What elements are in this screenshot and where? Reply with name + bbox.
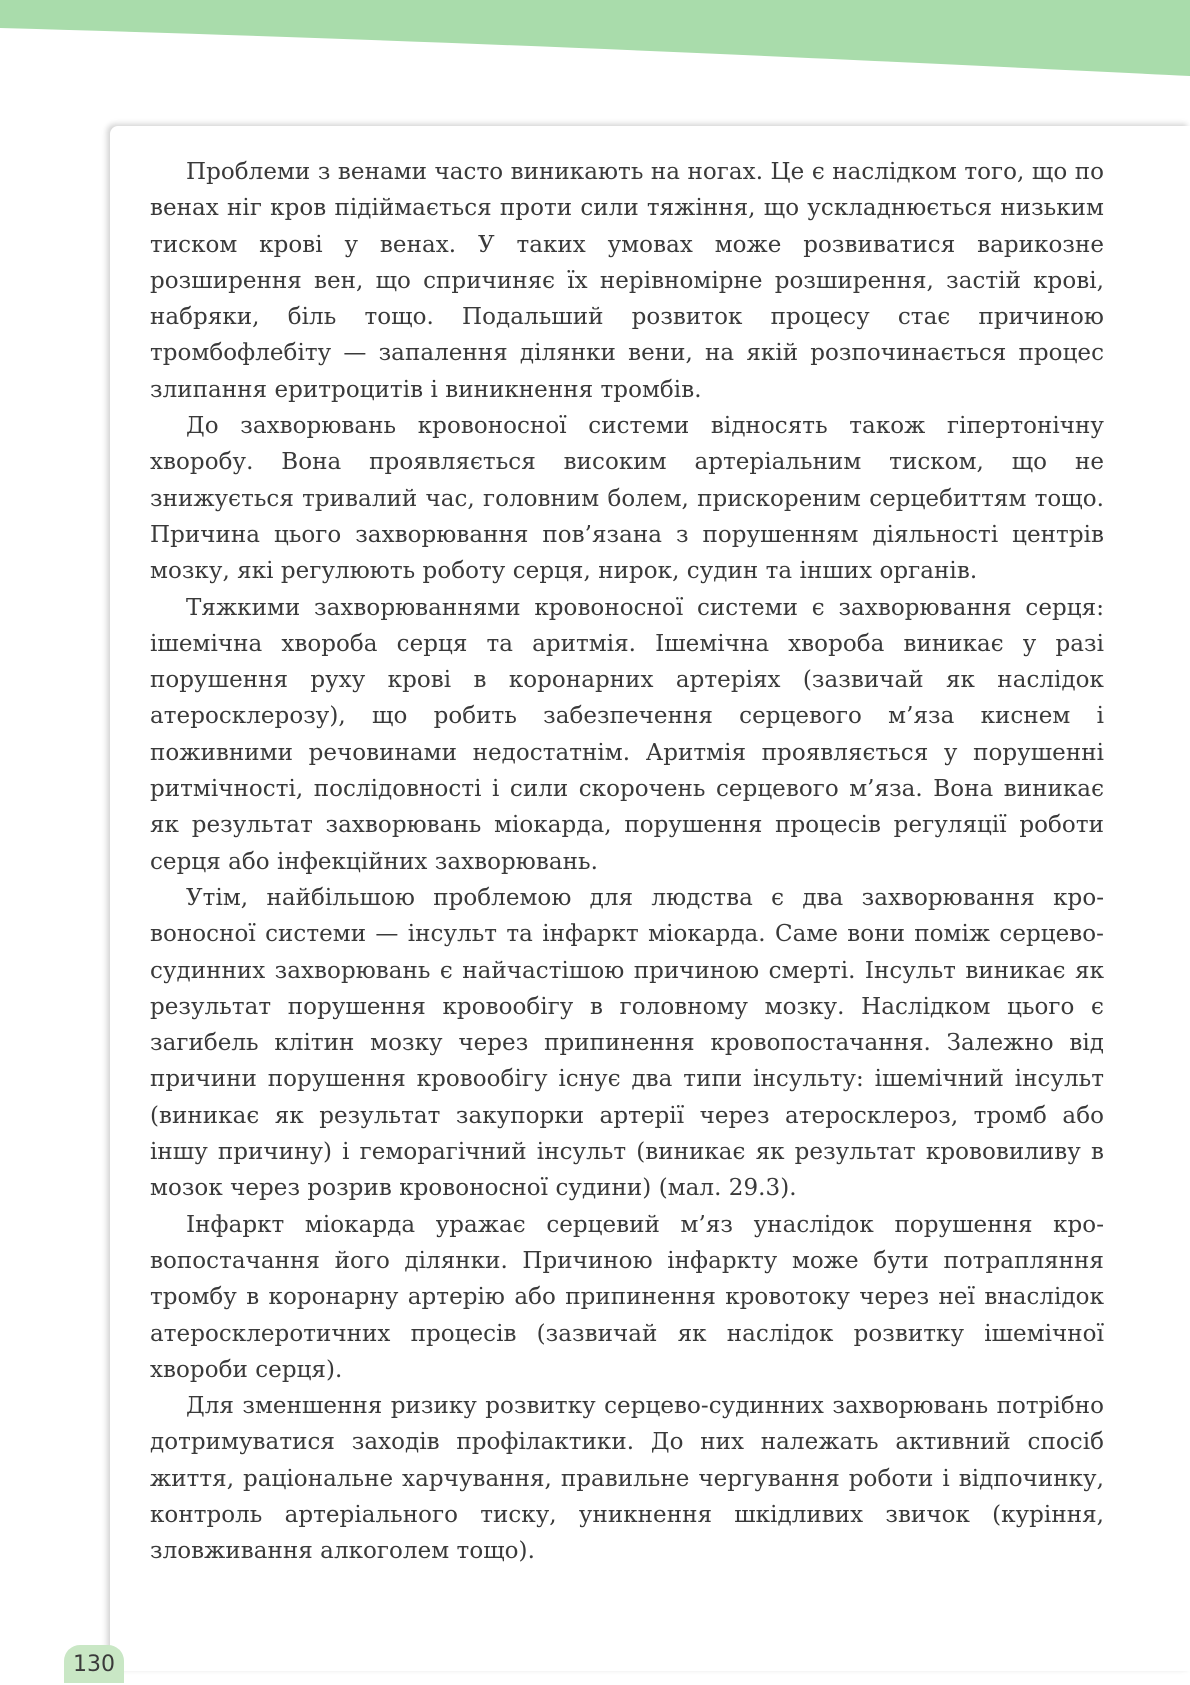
body-text (150, 154, 1104, 1570)
paragraph: Для зменшення ризику розвитку серцево-судинних захворювань потрібно дотримуватися заходів профілактики. До них належать активний спосіб життя, раціональне харчування, правильне чергування роботи і відпочинку, контроль артеріального тиску, уникнення шкідливих звичок (куріння, зловживання алкоголем тощо). (150, 1393, 1104, 1565)
page-number: 130 (64, 1645, 124, 1683)
green-wave-shape (0, 0, 1190, 80)
paragraph: Тяжкими захворюваннями кровоносної системи є захворювання серця: ішемічна хвороба серця та аритмія. Ішемічна хвороба виникає у разі порушення руху крові в коронарних артеріях (зазвичай як наслідок атеросклерозу), що робить забезпечення серцевого м’яза киснем і поживними речовинами недостатнім. Аритмія проявляється у порушенні ритмічності, послідовності і сили скорочень серцевого м’яза. Вона виникає як результат захворювань міокарда, порушення процесів регуляції роботи серця або інфекційних захворювань. (150, 594, 1104, 875)
paragraph: Інфаркт міокарда уражає серцевий м’яз унаслідок порушення кровопостачання його ділянки. Причиною інфаркту може бути потрапляння тромбу в коронарну артерію або припинення кровотоку через неї внаслідок атеросклеротичних процесів (зазвичай як наслідок розвитку ішемічної хвороби серця). (150, 1211, 1104, 1383)
paragraph: Утім, найбільшою проблемою для людства є два захворювання кровоносної системи — інсульт та інфаркт міокарда. Саме вони поміж серцево-судинних захворювань є найчастішою причиною смерті. Інсульт виникає як результат порушення кровообігу в головному мозку. Наслідком цього є загибель клітин мозку через припинення кровопостачання. Залежно від причини порушення кровообігу існує два типи інсульту: ішемічний інсульт (виникає як результат закупорки артерії через атеросклероз, тромб або іншу причину) і геморагічний інсульт (виникає як результат крововиливу в мозок через розрив кровоносної судини) (мал. 29.3). (150, 884, 1104, 1202)
top-decorative-band (0, 0, 1190, 80)
paragraph: До захворювань кровоносної системи відносять також гіпертонічну хворобу. Вона проявляється високим артеріальним тиском, що не знижується тривалий час, головним болем, прискореним серцебиттям тощо. Причина цього захворювання пов’язана з порушенням діяльності центрів мозку, які регулюють роботу серця, нирок, судин та інших органів. (150, 413, 1104, 585)
paragraph: Проблеми з венами часто виникають на ногах. Це є наслідком того, що по венах ніг кров підіймається проти сили тяжіння, що ускладнюється низьким тиском крові у венах. У таких умовах може розвиватися варикозне розширення вен, що спричиняє їх нерівномірне розширення, застій крові, набряки, біль тощо. Подальший розвиток процесу стає причиною тромбофлебіту — запалення ділянки вени, на якій розпочинається процес злипання еритроцитів і виникнення тромбів. (150, 159, 1104, 403)
